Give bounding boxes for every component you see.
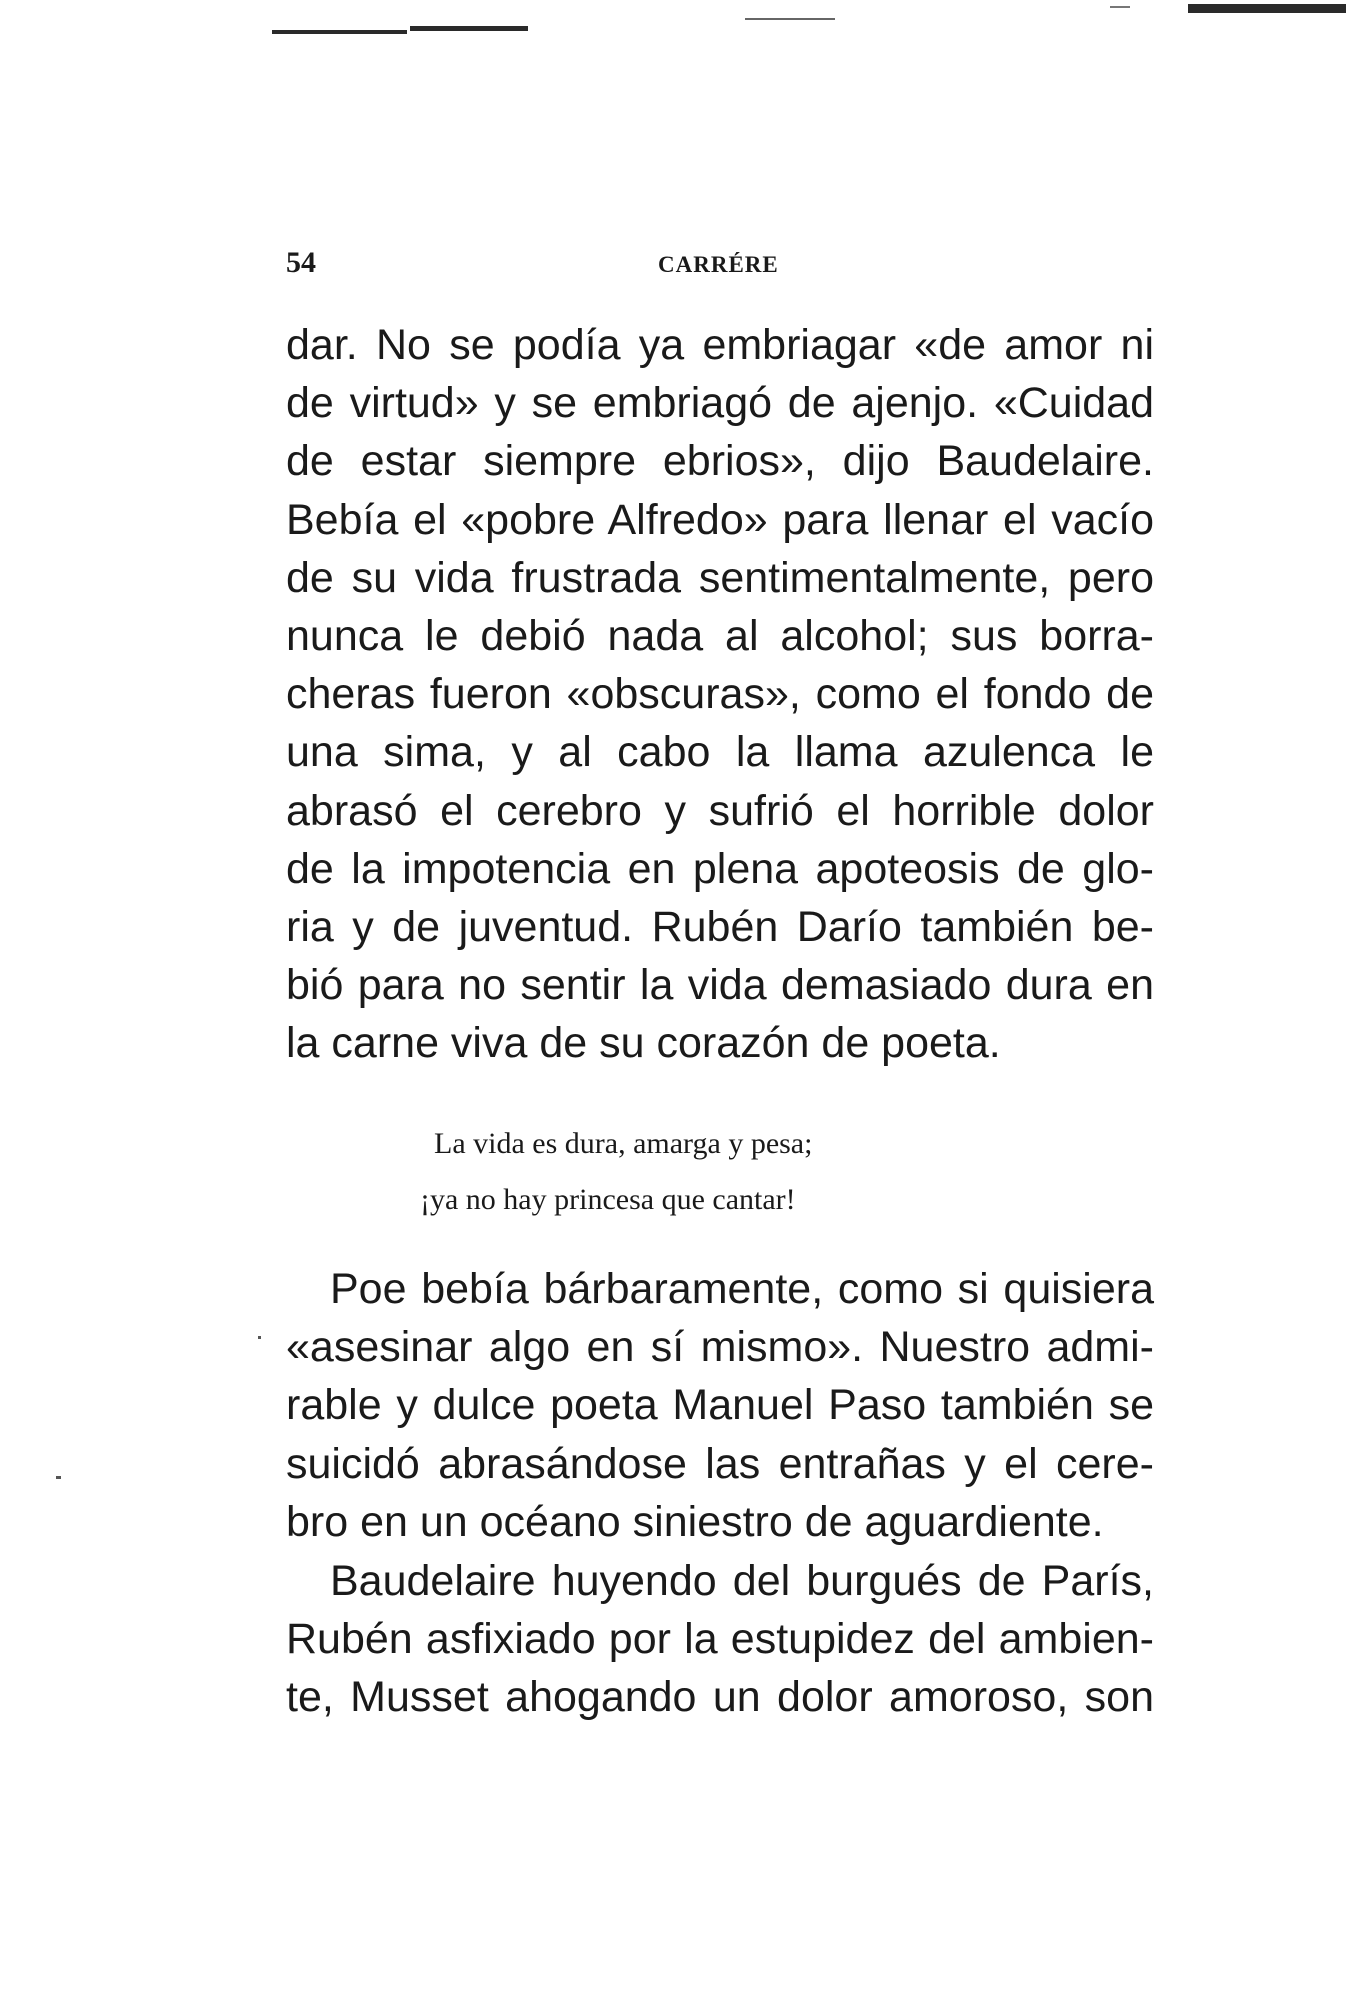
paragraph-2 xyxy=(286,1260,1154,1551)
verse-quote xyxy=(420,1116,813,1228)
text-line: de estar siempre ebrios», dijo Baudelaire. xyxy=(286,437,1154,486)
running-head: CARRÉRE xyxy=(658,252,779,277)
paragraph-3 xyxy=(286,1552,1154,1727)
text-line: Poe bebía bárbaramente, como si quisiera xyxy=(330,1265,1154,1313)
text-line: nunca le debió nada al alcohol; sus borra- xyxy=(286,611,1154,660)
text-line: rable y dulce poeta Manuel Paso también se xyxy=(286,1381,1154,1430)
text-line: bió para no sentir la vida demasiado dura en xyxy=(286,961,1154,1010)
scan-mark xyxy=(410,26,528,31)
text-line: una sima, y al cabo la llama azulenca le xyxy=(286,728,1154,777)
verse-line: ¡ya no hay princesa que cantar! xyxy=(420,1183,796,1216)
verse-line: La vida es dura, amarga y pesa; xyxy=(434,1127,813,1160)
scan-mark xyxy=(272,30,407,34)
text-line: bro en un océano siniestro de aguardiente. xyxy=(286,1497,1104,1546)
text-line: ria y de juventud. Rubén Darío también be- xyxy=(286,902,1154,951)
page-header xyxy=(286,246,1146,286)
text-line: de la impotencia en plena apoteosis de glo- xyxy=(286,844,1154,893)
text-line: de su vida frustrada sentimentalmente, pero xyxy=(286,553,1154,602)
text-line: de virtud» y se embriagó de ajenjo. «Cuidad xyxy=(286,379,1154,428)
scan-mark xyxy=(1188,4,1346,13)
scan-dot xyxy=(56,1476,61,1479)
text-line: suicidó abrasándose las entrañas y el cere- xyxy=(286,1439,1154,1488)
text-line: abrasó el cerebro y sufrió el horrible dolor xyxy=(286,786,1154,835)
text-line: la carne viva de su corazón de poeta. xyxy=(286,1019,1001,1068)
scan-mark xyxy=(745,18,835,20)
text-line: «asesinar algo en sí mismo». Nuestro admi- xyxy=(286,1323,1154,1372)
text-line: cheras fueron «obscuras», como el fondo de xyxy=(286,670,1154,719)
text-line: dar. No se podía ya embriagar «de amor ni xyxy=(286,321,1154,369)
page-number: 54 xyxy=(286,246,316,279)
text-line: te, Musset ahogando un dolor amoroso, son xyxy=(286,1673,1154,1722)
scan-dot xyxy=(258,1336,261,1339)
text-line: Baudelaire huyendo del burgués de París, xyxy=(330,1557,1154,1605)
text-line: Bebía el «pobre Alfredo» para llenar el vacío xyxy=(286,495,1154,544)
scan-mark xyxy=(1110,6,1130,8)
text-line: Rubén asfixiado por la estupidez del ambien- xyxy=(286,1615,1154,1664)
paragraph-1 xyxy=(286,316,1154,1072)
